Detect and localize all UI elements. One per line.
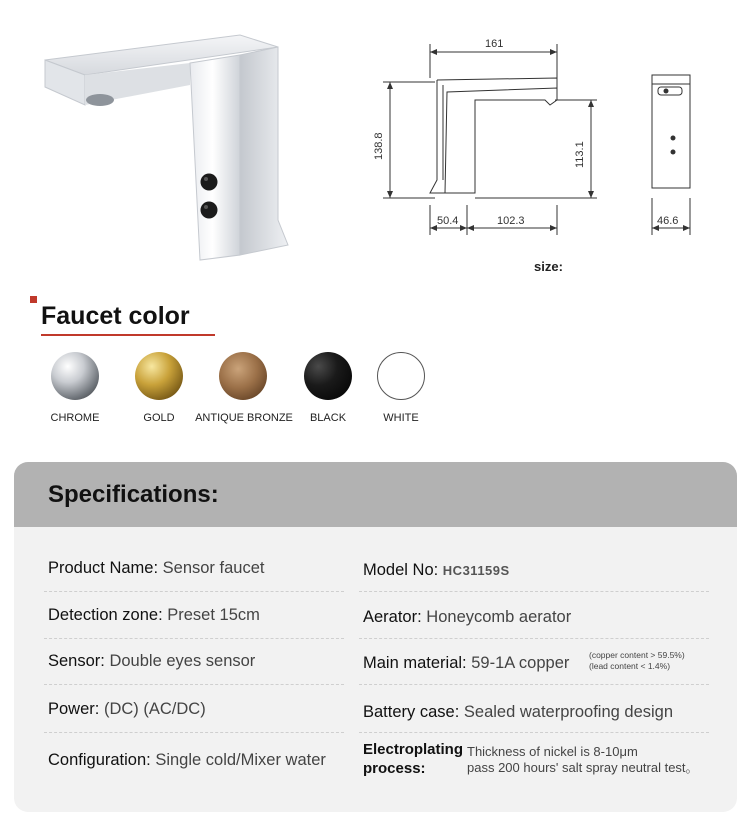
spec-key: Configuration: (48, 751, 151, 769)
spec-product-name (48, 559, 264, 578)
spec-key: Model No: (363, 561, 439, 579)
swatch-chrome[interactable] (51, 352, 99, 400)
divider (44, 732, 344, 733)
spec-value: 59-1A copper (471, 654, 570, 672)
spec-key: Product Name: (48, 559, 159, 577)
faucet-product-image (40, 25, 300, 270)
divider (359, 732, 709, 733)
divider (359, 638, 709, 639)
lead-content-note: (lead content < 1.4%) (589, 661, 671, 671)
salt-spray-test: pass 200 hours' salt spray neutral test。 (467, 760, 699, 775)
swatch-label-gold: GOLD (143, 412, 175, 424)
divider (359, 684, 709, 685)
spec-model-no (363, 561, 510, 580)
swatch-label-black: BLACK (309, 412, 347, 424)
material-notes (589, 650, 685, 672)
dimension-drawing (375, 30, 705, 245)
faucet-color-title: Faucet color (41, 302, 190, 330)
dim-height-left: 138.8 (373, 132, 385, 160)
spec-key: Sensor: (48, 652, 105, 670)
process-label: process: (363, 760, 426, 777)
dim-width: 161 (485, 38, 504, 50)
spec-aerator (363, 608, 571, 627)
specifications-panel (14, 462, 737, 812)
spec-value: Double eyes sensor (109, 652, 256, 670)
spec-value: (DC) (AC/DC) (103, 700, 206, 718)
swatch-label-antique-bronze: ANTIQUE BRONZE (195, 412, 293, 424)
spec-electroplating-key (363, 740, 463, 778)
divider (44, 591, 344, 592)
specifications-header (14, 462, 737, 527)
spec-sensor (48, 652, 255, 671)
swatch-black[interactable] (304, 352, 352, 400)
spec-electroplating-value (467, 744, 699, 776)
spec-value: Single cold/Mixer water (155, 751, 326, 769)
divider (44, 638, 344, 639)
spec-key: Main material: (363, 654, 467, 672)
swatch-label-white: WHITE (383, 412, 419, 424)
spec-key: Power: (48, 700, 100, 718)
spec-value: HC31159S (442, 563, 510, 578)
swatch-label-chrome: CHROME (50, 412, 100, 424)
nickel-thickness: Thickness of nickel is 8-10μm (467, 744, 638, 759)
size-label: size: (534, 259, 563, 274)
spec-key: Aerator: (363, 608, 422, 626)
spec-key: Detection zone: (48, 606, 163, 624)
spec-battery-case (363, 703, 673, 722)
electroplating-label: Electroplating (363, 741, 464, 758)
dim-height-right: 113.1 (574, 141, 586, 168)
swatch-antique-bronze[interactable] (219, 352, 267, 400)
spec-main-material (363, 654, 569, 673)
spec-value: Sealed waterproofing design (463, 703, 674, 721)
spec-key: Battery case: (363, 703, 460, 721)
copper-content-note: (copper content > 59.5%) (589, 650, 685, 660)
dim-base: 50.4 (437, 215, 459, 227)
spec-value: Sensor faucet (162, 559, 265, 577)
dim-reach: 102.3 (497, 215, 525, 227)
spec-value: Honeycomb aerator (426, 608, 572, 626)
heading-underline (41, 334, 215, 336)
specifications-title: Specifications: (48, 481, 219, 508)
dim-side-width: 46.6 (657, 215, 679, 227)
spec-power (48, 700, 206, 719)
swatch-gold[interactable] (135, 352, 183, 400)
divider (44, 684, 344, 685)
divider (359, 591, 709, 592)
spec-value: Preset 15cm (167, 606, 260, 624)
spec-detection-zone (48, 606, 260, 625)
heading-accent-square (30, 296, 37, 303)
swatch-white[interactable] (377, 352, 425, 400)
spec-configuration (48, 751, 326, 770)
